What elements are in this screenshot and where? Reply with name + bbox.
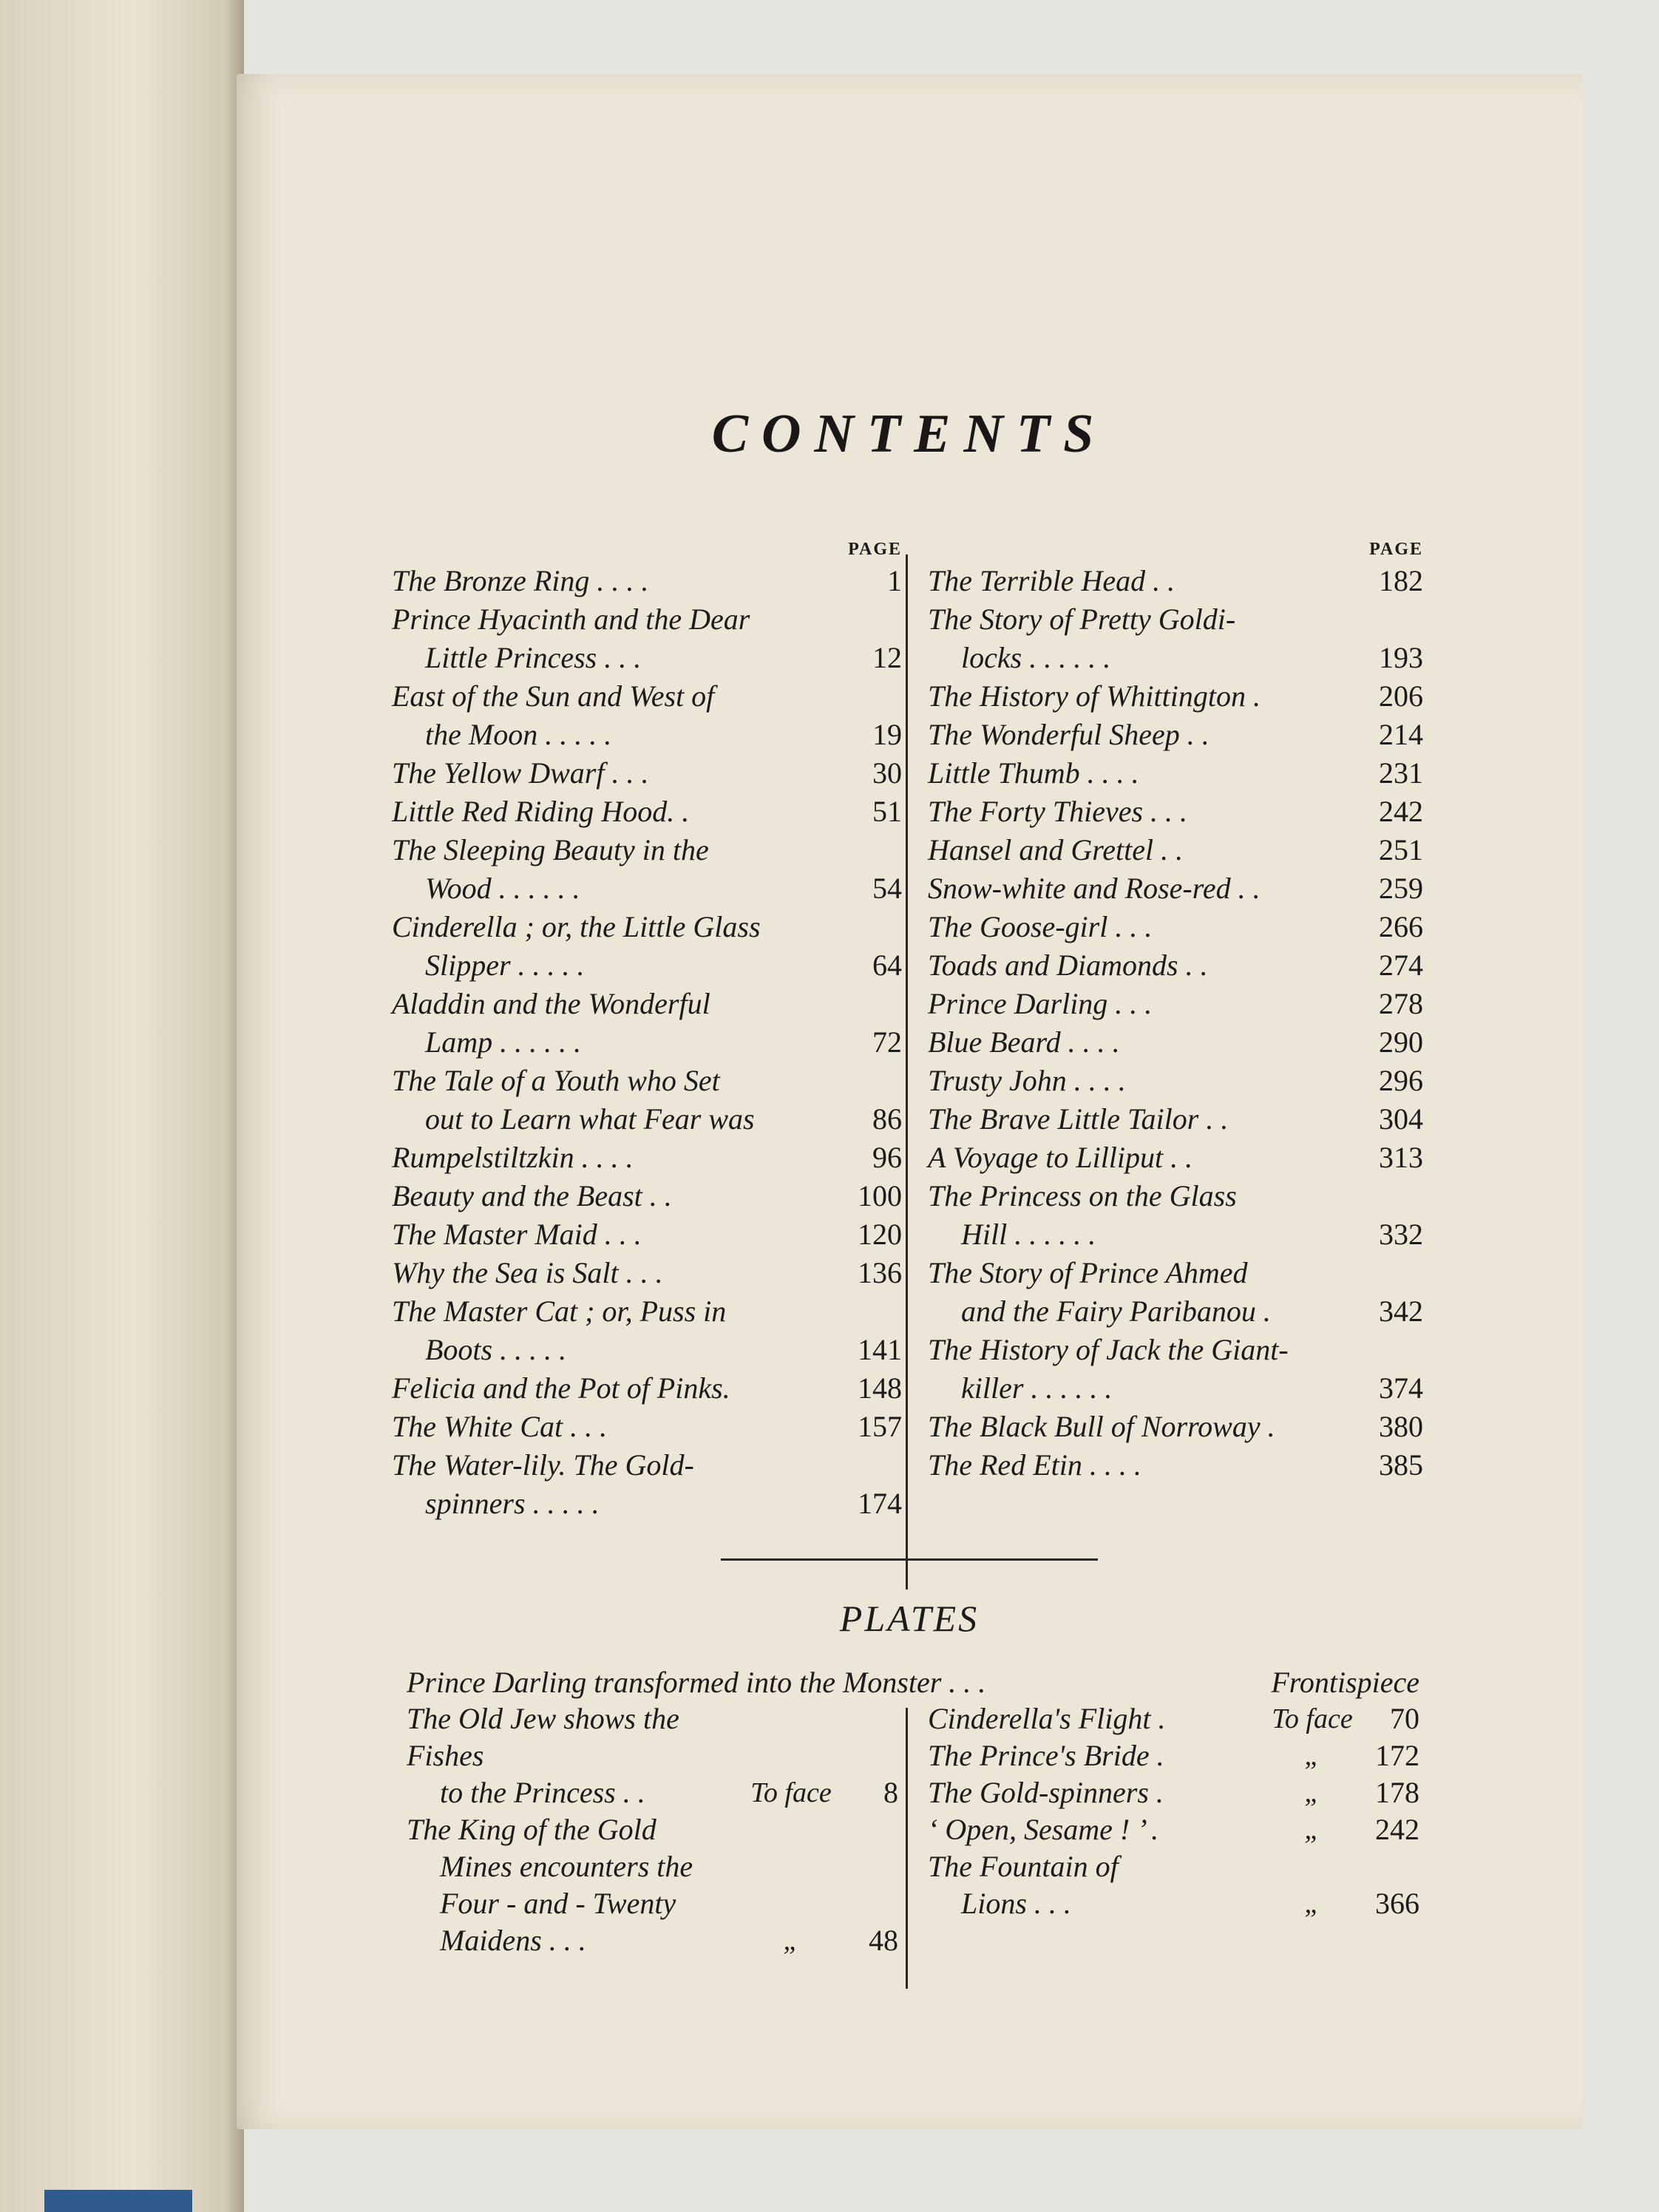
title-line: Why the Sea is Salt . . . — [392, 1256, 663, 1289]
plates-column-left — [407, 1700, 898, 1959]
entry-title — [928, 677, 1357, 716]
page-number: 8 — [883, 1776, 898, 1809]
contents-entry — [928, 1139, 1423, 1177]
title-line: The Brave Little Tailor . . — [928, 1102, 1229, 1136]
entry-title — [392, 600, 835, 677]
entry-title — [928, 600, 1357, 677]
entry-title — [928, 1408, 1357, 1446]
page-number: 120 — [858, 1218, 902, 1251]
section-rule — [721, 1558, 1098, 1561]
entry-title — [392, 1062, 835, 1139]
book-page — [237, 74, 1582, 2129]
title-line: The White Cat . . . — [392, 1410, 608, 1443]
contents-entry — [928, 1100, 1423, 1139]
contents-entry — [928, 985, 1423, 1023]
contents-entry — [928, 1023, 1423, 1062]
book-cover-edge — [44, 2190, 192, 2212]
page-number: 366 — [1375, 1887, 1419, 1920]
contents-entry — [392, 600, 902, 677]
contents-entry — [928, 793, 1423, 831]
page-column-label: PAGE — [848, 540, 902, 559]
plate-face-label: „ — [1304, 1814, 1320, 1845]
title-line: Little Thumb . . . . — [928, 756, 1139, 790]
title-line: Mines encounters the — [440, 1850, 693, 1883]
contents-entry — [392, 1062, 902, 1139]
title-line: The Story of Prince Ahmed — [928, 1256, 1248, 1289]
entry-title — [392, 985, 835, 1062]
title-line: The Gold-spinners . — [928, 1776, 1164, 1809]
contents-entry — [392, 1292, 902, 1369]
plate-title — [928, 1848, 1257, 1922]
entry-title — [928, 1446, 1357, 1485]
contents-entry — [392, 562, 902, 600]
plate-entry-frontispiece — [407, 1663, 1419, 1702]
page-number: 266 — [1379, 910, 1423, 943]
page-number: 385 — [1379, 1448, 1423, 1482]
contents-column-left — [392, 540, 902, 1523]
page-number: 242 — [1379, 795, 1423, 828]
title-line: locks . . . . . . — [961, 641, 1111, 674]
page-number: 332 — [1379, 1218, 1423, 1251]
page-number: 380 — [1379, 1410, 1423, 1443]
title-line: The Prince's Bride . — [928, 1739, 1164, 1772]
plate-title — [928, 1811, 1257, 1848]
title-line: The Bronze Ring . . . . — [392, 564, 649, 597]
title-line: Little Red Riding Hood. . — [392, 795, 690, 828]
title-line: The Forty Thieves . . . — [928, 795, 1188, 828]
page-number: 342 — [1379, 1295, 1423, 1328]
contents-entry — [928, 1062, 1423, 1100]
page-number: 174 — [858, 1487, 902, 1520]
title-line: The Story of Pretty Goldi- — [928, 603, 1236, 636]
contents-entry — [392, 1408, 902, 1446]
title-line: The Old Jew shows the Fishes — [407, 1702, 679, 1772]
page-column-label: PAGE — [1369, 540, 1423, 559]
entry-title — [928, 946, 1357, 985]
page-number: 51 — [872, 795, 902, 828]
title-line: Lamp . . . . . . — [425, 1025, 582, 1059]
title-line: Four - and - Twenty — [440, 1887, 676, 1920]
entry-title — [928, 985, 1357, 1023]
entry-title — [928, 1177, 1357, 1254]
title-line: A Voyage to Lilliput . . — [928, 1141, 1193, 1174]
entry-title — [928, 1139, 1357, 1177]
entry-title — [392, 1369, 835, 1408]
column-divider — [906, 554, 908, 1590]
contents-entry — [392, 831, 902, 908]
title-line: Rumpelstiltzkin . . . . — [392, 1141, 634, 1174]
title-line: Little Princess . . . — [425, 641, 642, 674]
plate-title — [928, 1774, 1257, 1811]
title-line: The Princess on the Glass — [928, 1179, 1237, 1212]
entry-title — [392, 1292, 835, 1369]
contents-entry — [928, 831, 1423, 869]
contents-entry — [928, 677, 1423, 716]
page-number: 19 — [872, 718, 902, 751]
entry-title — [392, 1408, 835, 1446]
title-line: The Water-lily. The Gold- — [392, 1448, 694, 1482]
entry-title — [392, 1139, 835, 1177]
page-number: 231 — [1379, 756, 1423, 790]
entry-title — [928, 1254, 1357, 1331]
plate-title: Prince Darling transformed into the Monster . . . — [407, 1666, 986, 1699]
page-number: 304 — [1379, 1102, 1423, 1136]
title-line: The History of Jack the Giant- — [928, 1333, 1289, 1366]
page-number: 54 — [872, 872, 902, 905]
entry-title — [392, 1446, 835, 1523]
entry-title — [928, 1100, 1357, 1139]
title-line: The Goose-girl . . . — [928, 910, 1153, 943]
plate-entry — [407, 1811, 898, 1959]
plate-entry — [928, 1811, 1419, 1848]
contents-entry — [392, 1254, 902, 1292]
title-line: the Moon . . . . . — [425, 718, 612, 751]
entry-title — [392, 793, 835, 831]
title-line: Beauty and the Beast . . — [392, 1179, 672, 1212]
title-line: The Terrible Head . . — [928, 564, 1175, 597]
plates-column-divider — [906, 1708, 908, 1989]
title-line: Toads and Diamonds . . — [928, 949, 1208, 982]
title-line: ‘ Open, Sesame ! ’ . — [928, 1813, 1159, 1846]
contents-entry — [392, 1177, 902, 1215]
title-line: Hansel and Grettel . . — [928, 833, 1184, 866]
title-line: The Sleeping Beauty in the — [392, 833, 709, 866]
page-title: CONTENTS — [711, 404, 1107, 464]
title-line: Aladdin and the Wonderful — [392, 987, 710, 1020]
page-number: 12 — [872, 641, 902, 674]
contents-entry — [928, 562, 1423, 600]
contents-entry — [392, 908, 902, 985]
entry-title — [392, 1215, 835, 1254]
title-line: Prince Darling . . . — [928, 987, 1153, 1020]
title-line: The King of the Gold — [407, 1813, 657, 1846]
plate-entry — [928, 1848, 1419, 1922]
page-number: 96 — [872, 1141, 902, 1174]
title-line: Cinderella's Flight . — [928, 1702, 1166, 1735]
title-line: East of the Sun and West of — [392, 679, 715, 713]
title-line: killer . . . . . . — [961, 1371, 1113, 1405]
entry-title — [392, 908, 835, 985]
contents-entry — [392, 1215, 902, 1254]
contents-entry — [928, 946, 1423, 985]
entry-title — [928, 562, 1357, 600]
contents-entry — [928, 1446, 1423, 1485]
page-number: 290 — [1379, 1025, 1423, 1059]
plate-face-label: To face — [1272, 1703, 1353, 1734]
page-number: 70 — [1390, 1702, 1419, 1735]
title-line: Hill . . . . . . — [961, 1218, 1096, 1251]
plate-face-label: „ — [1304, 1777, 1320, 1808]
contents-entry — [928, 600, 1423, 677]
plates-column-right — [928, 1700, 1419, 1922]
title-line: Wood . . . . . . — [425, 872, 580, 905]
page-number: 1 — [887, 564, 902, 597]
page-number: 86 — [872, 1102, 902, 1136]
title-line: Lions . . . — [961, 1887, 1071, 1920]
title-line: Felicia and the Pot of Pinks. — [392, 1371, 730, 1405]
title-line: The Wonderful Sheep . . — [928, 718, 1210, 751]
page-number: 64 — [872, 949, 902, 982]
page-number: 193 — [1379, 641, 1423, 674]
contents-entry — [392, 677, 902, 754]
page-number: 178 — [1375, 1776, 1419, 1809]
plate-title — [407, 1811, 736, 1959]
page-number: 100 — [858, 1179, 902, 1212]
page-number: 251 — [1379, 833, 1423, 866]
title-line: The Tale of a Youth who Set — [392, 1064, 720, 1097]
entry-title — [392, 754, 835, 793]
page-number: 374 — [1379, 1371, 1423, 1405]
entry-title — [392, 831, 835, 908]
title-line: Boots . . . . . — [425, 1333, 567, 1366]
title-line: The Yellow Dwarf . . . — [392, 756, 649, 790]
title-line: and the Fairy Paribanou . — [961, 1295, 1271, 1328]
contents-entry — [392, 793, 902, 831]
plate-face-label: „ — [1304, 1740, 1320, 1771]
entry-title — [392, 562, 835, 600]
title-line: out to Learn what Fear was — [425, 1102, 755, 1136]
contents-entry — [928, 1408, 1423, 1446]
contents-entry — [392, 1446, 902, 1523]
contents-entry — [928, 1254, 1423, 1331]
entry-title — [928, 831, 1357, 869]
plate-face-label: „ — [783, 1925, 799, 1956]
plate-entry — [928, 1774, 1419, 1811]
plate-page: Frontispiece — [1271, 1666, 1419, 1699]
page-number: 206 — [1379, 679, 1423, 713]
title-line: The History of Whittington . — [928, 679, 1261, 713]
contents-entry — [392, 1139, 902, 1177]
entry-title — [928, 1062, 1357, 1100]
page-number: 274 — [1379, 949, 1423, 982]
title-line: The Black Bull of Norroway . — [928, 1410, 1275, 1443]
plate-title — [928, 1737, 1257, 1774]
contents-entry — [392, 985, 902, 1062]
title-line: Trusty John . . . . — [928, 1064, 1126, 1097]
contents-entry — [928, 1177, 1423, 1254]
contents-column-right — [928, 540, 1423, 1485]
title-line: spinners . . . . . — [425, 1487, 600, 1520]
entry-title — [928, 716, 1357, 754]
plate-entry — [928, 1737, 1419, 1774]
page-number: 259 — [1379, 872, 1423, 905]
contents-entry — [928, 716, 1423, 754]
plate-entry — [928, 1700, 1419, 1737]
title-line: Cinderella ; or, the Little Glass — [392, 910, 761, 943]
title-line: Maidens . . . — [440, 1924, 586, 1957]
page-number: 313 — [1379, 1141, 1423, 1174]
title-line: to the Princess . . — [440, 1776, 645, 1809]
entry-title — [392, 1177, 835, 1215]
title-line: Blue Beard . . . . — [928, 1025, 1120, 1059]
entry-title — [928, 754, 1357, 793]
title-line: The Master Cat ; or, Puss in — [392, 1295, 727, 1328]
page-number: 157 — [858, 1410, 902, 1443]
contents-entry — [928, 1331, 1423, 1408]
page-number: 30 — [872, 756, 902, 790]
contents-entry — [392, 754, 902, 793]
title-line: The Fountain of — [928, 1850, 1119, 1883]
title-line: The Master Maid . . . — [392, 1218, 642, 1251]
plates-heading: PLATES — [839, 1598, 980, 1639]
plate-face-label: To face — [750, 1777, 832, 1808]
page-number: 182 — [1379, 564, 1423, 597]
entry-title — [392, 677, 835, 754]
entry-title — [928, 1331, 1357, 1408]
plate-title — [928, 1700, 1257, 1737]
entry-title — [928, 793, 1357, 831]
page-number: 48 — [869, 1924, 898, 1957]
contents-entry — [928, 754, 1423, 793]
page-number: 72 — [872, 1025, 902, 1059]
plate-title — [407, 1700, 736, 1811]
page-number: 136 — [858, 1256, 902, 1289]
page-number: 242 — [1375, 1813, 1419, 1846]
page-number: 296 — [1379, 1064, 1423, 1097]
entry-title — [928, 1023, 1357, 1062]
page-number: 214 — [1379, 718, 1423, 751]
contents-entry — [928, 908, 1423, 946]
page-number: 148 — [858, 1371, 902, 1405]
entry-title — [928, 869, 1357, 908]
title-line: Prince Hyacinth and the Dear — [392, 603, 750, 636]
page-number: 172 — [1375, 1739, 1419, 1772]
title-line: Snow-white and Rose-red . . — [928, 872, 1261, 905]
contents-entry — [392, 1369, 902, 1408]
plate-entry — [407, 1700, 898, 1811]
entry-title — [392, 1254, 835, 1292]
title-line: The Red Etin . . . . — [928, 1448, 1141, 1482]
book-spine-page — [0, 0, 244, 2212]
plate-face-label: „ — [1304, 1888, 1320, 1919]
page-number: 278 — [1379, 987, 1423, 1020]
page-number: 141 — [858, 1333, 902, 1366]
entry-title — [928, 908, 1357, 946]
title-line: Slipper . . . . . — [425, 949, 585, 982]
contents-entry — [928, 869, 1423, 908]
